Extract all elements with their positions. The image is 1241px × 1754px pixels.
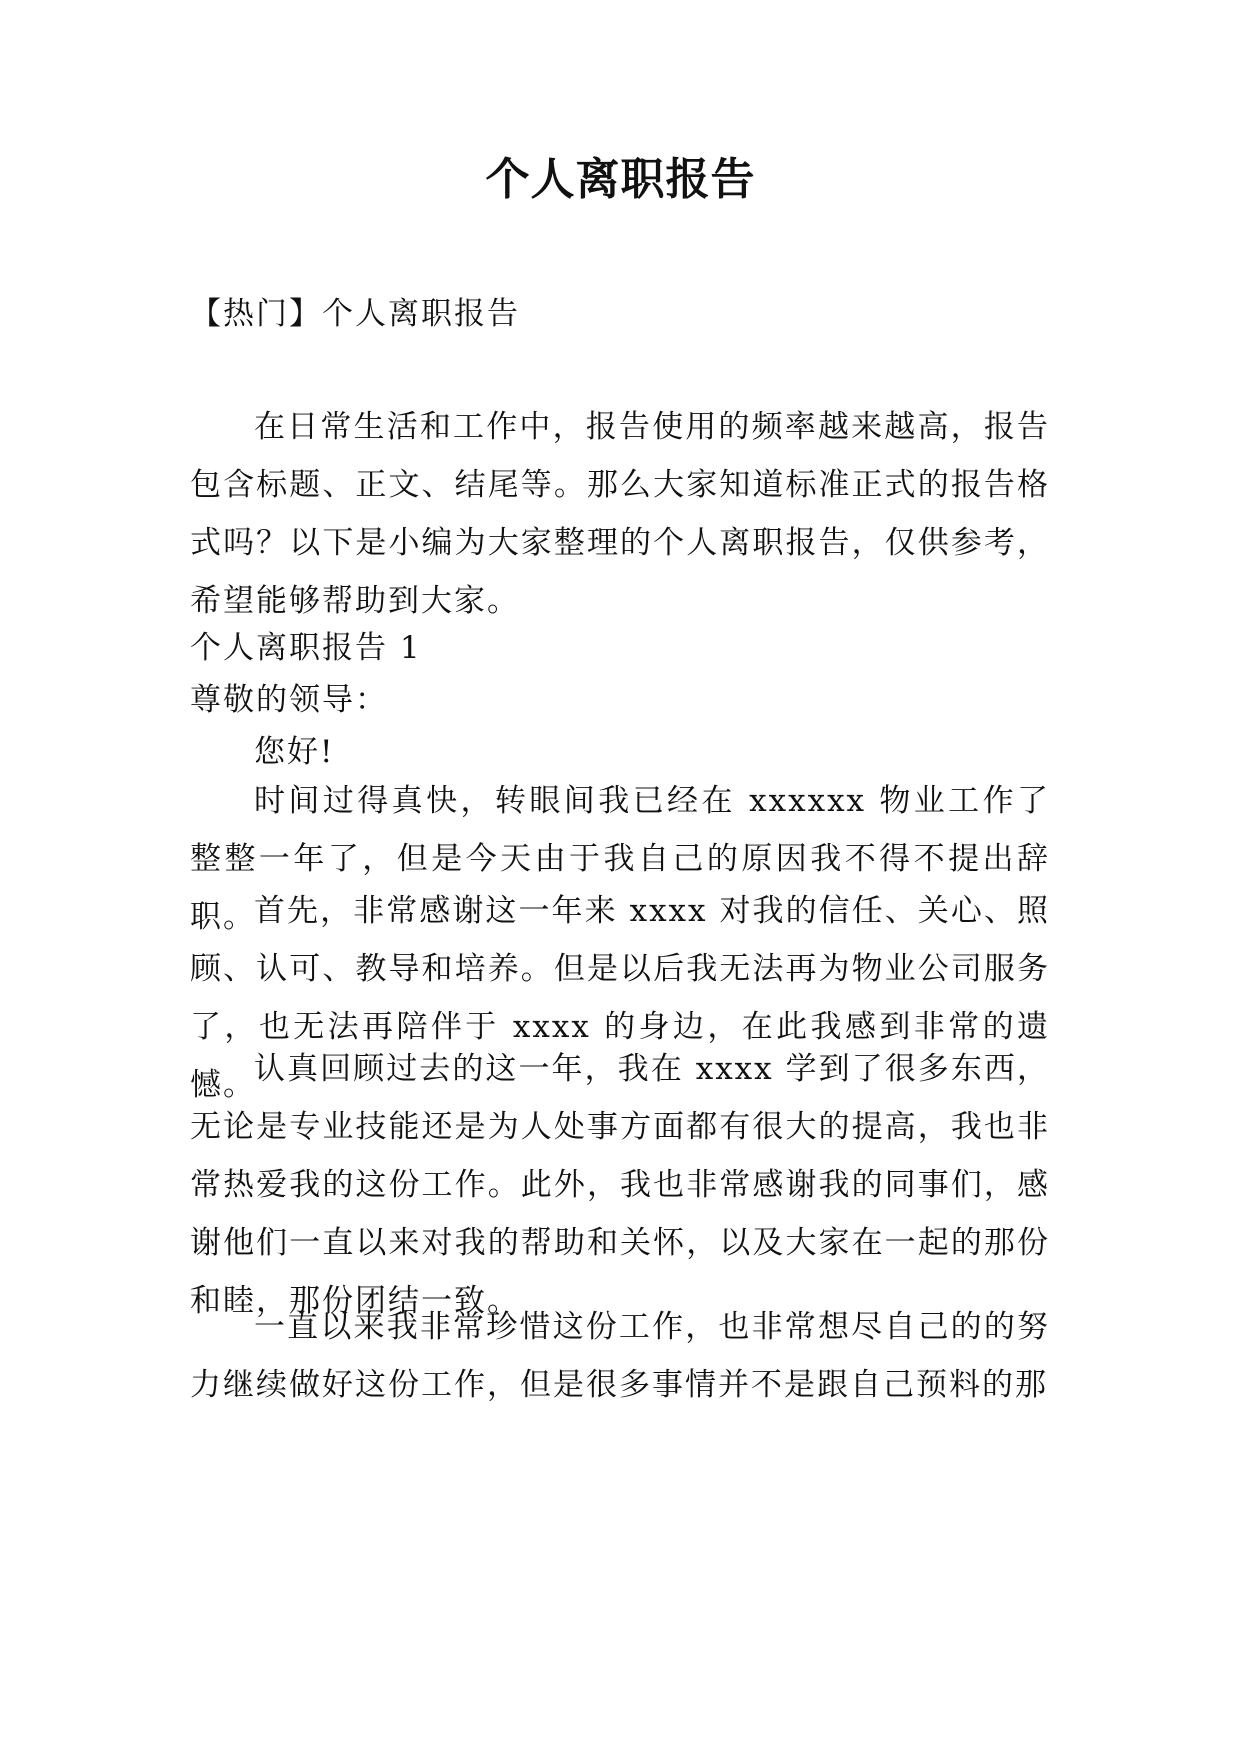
body-paragraph: 认真回顾过去的这一年，我在 xxxx 学到了很多东西，无论是专业技能还是为人处事方面都有很大的提高，我也非常热爱我的这份工作。此外，我也非常感谢我的同事们，感谢他们一直以来对我的帮助和关怀，以及大家在一起的那份和睦，那份团结一致。 xyxy=(190,1051,1050,1319)
section-heading: 个人离职报告 1 xyxy=(190,630,422,666)
salutation: 尊敬的领导： xyxy=(190,682,388,718)
document-subtitle: 【热门】个人离职报告 xyxy=(190,296,520,332)
body-paragraph: 首先，非常感谢这一年来 xxxx 对我的信任、关心、照顾、认可、教导和培养。但是以后我无法再为物业公司服务了，也无法再陪伴于 xxxx 的身边，在此我感到非常的遗憾。 xyxy=(190,893,1050,1103)
body-paragraph: 一直以来我非常珍惜这份工作，也非常想尽自己的的努力继续做好这份工作，但是很多事情并不是跟自己预料的那 xyxy=(190,1309,1050,1403)
intro-paragraph: 在日常生活和工作中，报告使用的频率越来越高，报告包含标题、正文、结尾等。那么大家知道标准正式的报告格式吗？以下是小编为大家整理的个人离职报告，仅供参考，希望能够帮助到大家。 xyxy=(190,409,1050,619)
body-paragraph: 时间过得真快，转眼间我已经在 xxxxxx 物业工作了整整一年了，但是今天由于我自己的原因我不得不提出辞职。 xyxy=(190,783,1050,935)
document-title: 个人离职报告 xyxy=(485,154,756,205)
greeting: 您好! xyxy=(254,734,335,770)
